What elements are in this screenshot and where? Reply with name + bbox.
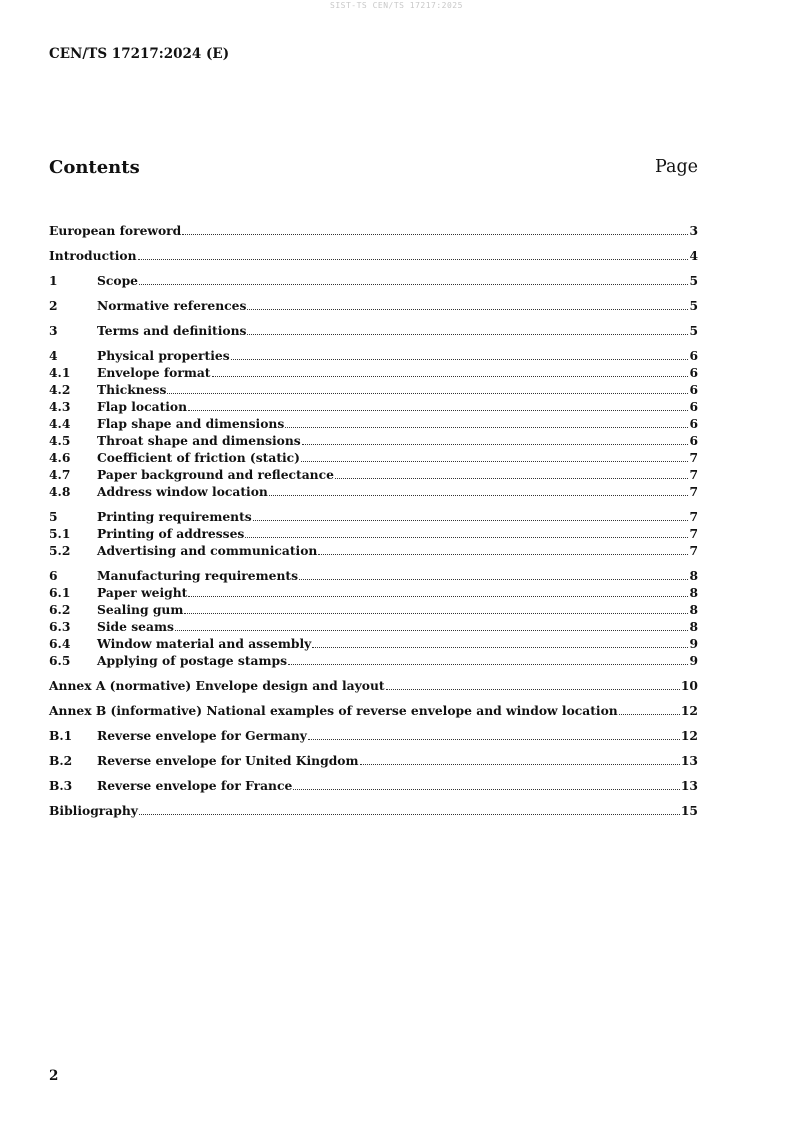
toc-dot-leader bbox=[245, 537, 688, 538]
toc-entry-page: 7 bbox=[689, 526, 698, 541]
toc-entry-number: 4.7 bbox=[49, 467, 71, 482]
toc-entry-title: Flap location bbox=[97, 399, 188, 414]
toc-entry-title: Reverse envelope for France bbox=[97, 778, 293, 793]
toc-dot-leader bbox=[231, 359, 689, 360]
toc-dot-leader bbox=[175, 630, 689, 631]
table-of-contents bbox=[49, 222, 698, 819]
toc-entry-title: Annex B (informative) National examples of reverse envelope and window location bbox=[49, 703, 618, 718]
toc-entry-page: 12 bbox=[680, 703, 698, 718]
toc-entry-number: B.3 bbox=[49, 778, 73, 793]
toc-entry-page: 5 bbox=[689, 323, 698, 338]
toc-entry-title: Throat shape and dimensions bbox=[97, 433, 301, 448]
toc-entry-title: Introduction bbox=[49, 248, 137, 263]
toc-entry[interactable] bbox=[49, 222, 698, 239]
toc-entry-title: Window material and assembly bbox=[97, 636, 312, 651]
toc-entry[interactable] bbox=[49, 618, 698, 635]
toc-entry[interactable] bbox=[49, 483, 698, 500]
toc-entry-title: Address window location bbox=[97, 484, 268, 499]
toc-entry-page: 8 bbox=[689, 585, 698, 600]
toc-entry-page: 15 bbox=[680, 803, 698, 818]
toc-entry-title: Terms and definitions bbox=[97, 323, 247, 338]
toc-entry-page: 9 bbox=[689, 653, 698, 668]
toc-entry[interactable] bbox=[49, 777, 698, 794]
toc-dot-leader bbox=[308, 739, 680, 740]
toc-dot-leader bbox=[285, 427, 688, 428]
toc-dot-leader bbox=[301, 461, 688, 462]
toc-entry-title: Advertising and communication bbox=[97, 543, 318, 558]
toc-entry-title: Paper weight bbox=[97, 585, 188, 600]
toc-entry[interactable] bbox=[49, 567, 698, 584]
toc-entry-number: 5.2 bbox=[49, 543, 71, 558]
toc-dot-leader bbox=[619, 714, 680, 715]
toc-entry[interactable] bbox=[49, 322, 698, 339]
toc-dot-leader bbox=[299, 579, 688, 580]
toc-entry-page: 6 bbox=[689, 433, 698, 448]
toc-entry-page: 6 bbox=[689, 365, 698, 380]
toc-dot-leader bbox=[212, 376, 689, 377]
page-number: 2 bbox=[49, 1068, 59, 1084]
toc-entry-page: 5 bbox=[689, 298, 698, 313]
toc-dot-leader bbox=[139, 814, 680, 815]
toc-dot-leader bbox=[312, 647, 688, 648]
toc-dot-leader bbox=[253, 520, 689, 521]
toc-entry[interactable] bbox=[49, 601, 698, 618]
toc-dot-leader bbox=[335, 478, 689, 479]
toc-entry-title: Applying of postage stamps bbox=[97, 653, 287, 668]
toc-entry[interactable] bbox=[49, 347, 698, 364]
toc-entry-page: 9 bbox=[689, 636, 698, 651]
toc-entry-number: B.1 bbox=[49, 728, 73, 743]
toc-entry-title: Coefficient of friction (static) bbox=[97, 450, 300, 465]
toc-entry-number: 3 bbox=[49, 323, 58, 338]
toc-entry-number: 4.8 bbox=[49, 484, 71, 499]
toc-entry[interactable] bbox=[49, 297, 698, 314]
toc-entry-page: 12 bbox=[680, 728, 698, 743]
toc-entry-number: 4.2 bbox=[49, 382, 71, 397]
toc-entry-title: Manufacturing requirements bbox=[97, 568, 298, 583]
page-column-label: Page bbox=[655, 157, 698, 177]
toc-entry[interactable] bbox=[49, 449, 698, 466]
toc-entry-number: 5 bbox=[49, 509, 58, 524]
toc-dot-leader bbox=[302, 444, 689, 445]
toc-entry-title: Side seams bbox=[97, 619, 174, 634]
toc-entry[interactable] bbox=[49, 542, 698, 559]
toc-entry-number: 2 bbox=[49, 298, 58, 313]
toc-entry[interactable] bbox=[49, 381, 698, 398]
toc-entry[interactable] bbox=[49, 727, 698, 744]
toc-entry-number: 4.1 bbox=[49, 365, 71, 380]
toc-entry-page: 8 bbox=[689, 602, 698, 617]
toc-dot-leader bbox=[293, 789, 680, 790]
toc-entry[interactable] bbox=[49, 247, 698, 264]
toc-entry-number: 4.6 bbox=[49, 450, 71, 465]
toc-dot-leader bbox=[188, 410, 688, 411]
toc-entry-number: 6 bbox=[49, 568, 58, 583]
toc-dot-leader bbox=[269, 495, 689, 496]
toc-entry-page: 3 bbox=[689, 223, 698, 238]
toc-entry-page: 8 bbox=[689, 568, 698, 583]
toc-dot-leader bbox=[386, 689, 680, 690]
toc-dot-leader bbox=[167, 393, 688, 394]
toc-entry-title: Normative references bbox=[97, 298, 247, 313]
toc-entry-page: 13 bbox=[680, 753, 698, 768]
toc-entry[interactable] bbox=[49, 677, 698, 694]
toc-entry-page: 13 bbox=[680, 778, 698, 793]
toc-entry-title: Flap shape and dimensions bbox=[97, 416, 285, 431]
toc-entry-title: Reverse envelope for Germany bbox=[97, 728, 307, 743]
toc-entry-page: 7 bbox=[689, 467, 698, 482]
toc-entry-title: European foreword bbox=[49, 223, 182, 238]
toc-entry-page: 7 bbox=[689, 450, 698, 465]
toc-entry-page: 7 bbox=[689, 484, 698, 499]
toc-entry[interactable] bbox=[49, 272, 698, 289]
toc-entry-page: 6 bbox=[689, 382, 698, 397]
toc-entry[interactable] bbox=[49, 752, 698, 769]
toc-entry[interactable] bbox=[49, 364, 698, 381]
toc-entry[interactable] bbox=[49, 398, 698, 415]
toc-entry-page: 5 bbox=[689, 273, 698, 288]
toc-entry[interactable] bbox=[49, 525, 698, 542]
toc-entry-number: 1 bbox=[49, 273, 58, 288]
toc-entry-number: 4 bbox=[49, 348, 58, 363]
toc-entry[interactable] bbox=[49, 584, 698, 601]
toc-dot-leader bbox=[247, 309, 688, 310]
toc-dot-leader bbox=[139, 284, 688, 285]
toc-entry[interactable] bbox=[49, 802, 698, 819]
toc-dot-leader bbox=[184, 613, 688, 614]
toc-dot-leader bbox=[288, 664, 688, 665]
toc-entry-page: 4 bbox=[689, 248, 698, 263]
toc-entry[interactable] bbox=[49, 466, 698, 483]
toc-entry-title: Printing of addresses bbox=[97, 526, 245, 541]
toc-entry-number: 6.5 bbox=[49, 653, 71, 668]
toc-entry[interactable] bbox=[49, 415, 698, 432]
contents-heading: Contents bbox=[49, 157, 140, 178]
toc-entry-number: 6.2 bbox=[49, 602, 71, 617]
toc-entry-number: 4.4 bbox=[49, 416, 71, 431]
toc-entry[interactable] bbox=[49, 508, 698, 525]
toc-dot-leader bbox=[182, 234, 688, 235]
toc-entry[interactable] bbox=[49, 702, 698, 719]
toc-entry-page: 7 bbox=[689, 509, 698, 524]
toc-entry-title: Sealing gum bbox=[97, 602, 184, 617]
toc-dot-leader bbox=[188, 596, 688, 597]
toc-entry-page: 7 bbox=[689, 543, 698, 558]
toc-entry-number: 6.1 bbox=[49, 585, 71, 600]
toc-entry-title: Printing requirements bbox=[97, 509, 252, 524]
toc-entry-page: 8 bbox=[689, 619, 698, 634]
toc-entry-page: 10 bbox=[680, 678, 698, 693]
toc-dot-leader bbox=[360, 764, 680, 765]
toc-entry-number: 5.1 bbox=[49, 526, 71, 541]
toc-entry-title: Reverse envelope for United Kingdom bbox=[97, 753, 359, 768]
toc-entry-title: Physical properties bbox=[97, 348, 230, 363]
watermark: SIST-TS CEN/TS 17217:2025 bbox=[330, 1, 463, 10]
toc-entry-number: 6.4 bbox=[49, 636, 71, 651]
toc-entry-number: 4.5 bbox=[49, 433, 71, 448]
toc-entry-page: 6 bbox=[689, 416, 698, 431]
toc-entry-number: 6.3 bbox=[49, 619, 71, 634]
document-id: CEN/TS 17217:2024 (E) bbox=[49, 46, 230, 62]
toc-entry-title: Annex A (normative) Envelope design and layout bbox=[49, 678, 385, 693]
toc-entry[interactable] bbox=[49, 652, 698, 669]
toc-dot-leader bbox=[318, 554, 688, 555]
toc-entry-title: Thickness bbox=[97, 382, 167, 397]
toc-entry-title: Envelope format bbox=[97, 365, 211, 380]
toc-entry-page: 6 bbox=[689, 348, 698, 363]
toc-entry-number: B.2 bbox=[49, 753, 73, 768]
toc-dot-leader bbox=[138, 259, 689, 260]
toc-entry-title: Bibliography bbox=[49, 803, 138, 818]
toc-entry-title: Paper background and reflectance bbox=[97, 467, 334, 482]
toc-dot-leader bbox=[247, 334, 688, 335]
toc-entry[interactable] bbox=[49, 432, 698, 449]
toc-entry-title: Scope bbox=[97, 273, 138, 288]
toc-entry[interactable] bbox=[49, 635, 698, 652]
toc-entry-number: 4.3 bbox=[49, 399, 71, 414]
toc-entry-page: 6 bbox=[689, 399, 698, 414]
